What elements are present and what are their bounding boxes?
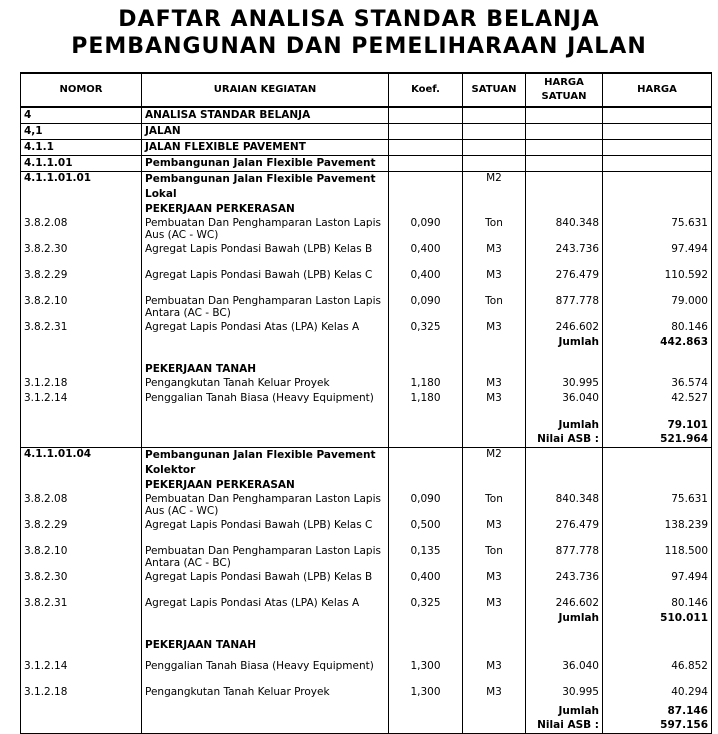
table-row: [21, 124, 712, 140]
item-harga-satuan: 877.778: [526, 545, 603, 571]
item-harga-satuan: 243.736: [526, 243, 603, 269]
block-title: Pembangunan Jalan Flexible Pavement: [142, 172, 389, 188]
block-title: Pembangunan Jalan Flexible Pavement: [142, 448, 389, 464]
item-harga-satuan: 246.602: [526, 597, 603, 612]
item-uraian: Pengangkutan Tanah Keluar Proyek: [142, 679, 389, 705]
item-harga: 110.592: [603, 269, 712, 295]
item-kode: 3.8.2.29: [21, 269, 142, 295]
col-header-harga: HARGA: [603, 73, 712, 107]
item-harga-satuan: 276.479: [526, 269, 603, 295]
item-harga-satuan: 840.348: [526, 217, 603, 243]
item-harga: 79.000: [603, 295, 712, 321]
item-harga: 80.146: [603, 597, 712, 612]
table-row: [21, 679, 712, 705]
subtotal-label: Jumlah: [526, 336, 603, 350]
item-kode: 3.8.2.10: [21, 295, 142, 321]
item-uraian: Penggalian Tanah Biasa (Heavy Equipment): [142, 392, 389, 407]
block-title-cont: Lokal: [142, 187, 389, 202]
table-row: [21, 653, 712, 679]
block-nomor: 4.1.1.01.04: [21, 448, 142, 464]
item-satuan: Ton: [463, 493, 526, 519]
item-koef: 0,500: [389, 519, 463, 545]
subtotal-row: [21, 612, 712, 626]
col-header-harga-satuan-line1: HARGA: [544, 77, 584, 88]
item-kode: 3.8.2.29: [21, 519, 142, 545]
item-koef: 0,400: [389, 571, 463, 597]
asb-table: [20, 72, 712, 734]
subtotal-row: [21, 705, 712, 719]
item-satuan: M3: [463, 269, 526, 295]
asb-table-sheet: [20, 72, 711, 731]
subtotal-value: 87.146: [603, 705, 712, 719]
item-uraian: Penggalian Tanah Biasa (Heavy Equipment): [142, 653, 389, 679]
table-row: [21, 321, 712, 336]
block-satuan: M2: [463, 172, 526, 188]
nilai-asb-row: [21, 719, 712, 734]
item-harga-satuan: 877.778: [526, 295, 603, 321]
nilai-asb-value: 521.964: [603, 433, 712, 448]
item-koef: 0,400: [389, 243, 463, 269]
row-nomor: 4.1.1: [21, 140, 142, 156]
section-row: [21, 362, 712, 377]
section-row: [21, 638, 712, 653]
item-harga-satuan: 246.602: [526, 321, 603, 336]
document-title-line2: PEMBANGUNAN DAN PEMELIHARAAN JALAN: [71, 34, 647, 59]
col-header-satuan: SATUAN: [463, 73, 526, 107]
item-harga-satuan: 30.995: [526, 679, 603, 705]
row-uraian: JALAN: [142, 124, 389, 140]
table-row: [21, 156, 712, 172]
nilai-asb-label: Nilai ASB :: [526, 719, 603, 734]
item-satuan: M3: [463, 679, 526, 705]
table-row: [21, 217, 712, 243]
item-satuan: M3: [463, 243, 526, 269]
item-harga: 97.494: [603, 571, 712, 597]
item-koef: 0,090: [389, 217, 463, 243]
item-harga: 36.574: [603, 377, 712, 392]
subtotal-value: 79.101: [603, 419, 712, 433]
subtotal-row: [21, 336, 712, 350]
table-row: [21, 571, 712, 597]
item-uraian: Pembuatan Dan Penghamparan Laston Lapis Aus (AC - WC): [142, 493, 389, 519]
table-header-row: [21, 73, 712, 107]
subtotal-value: 442.863: [603, 336, 712, 350]
block-title-cont: Kolektor: [142, 463, 389, 478]
item-harga: 80.146: [603, 321, 712, 336]
item-kode: 3.1.2.18: [21, 679, 142, 705]
block-title-row: [21, 448, 712, 464]
item-satuan: M3: [463, 571, 526, 597]
table-row: [21, 107, 712, 124]
item-koef: 0,325: [389, 321, 463, 336]
block-title-row: [21, 172, 712, 188]
table-row: [21, 269, 712, 295]
item-satuan: M3: [463, 519, 526, 545]
item-harga-satuan: 276.479: [526, 519, 603, 545]
item-harga: 75.631: [603, 217, 712, 243]
subtotal-label: Jumlah: [526, 419, 603, 433]
row-nomor: 4: [21, 107, 142, 124]
section-row: [21, 478, 712, 493]
item-uraian: Pembuatan Dan Penghamparan Laston Lapis Antara (AC - BC): [142, 545, 389, 571]
subtotal-value: 510.011: [603, 612, 712, 626]
row-nomor: 4.1.1.01: [21, 156, 142, 172]
item-koef: 0,090: [389, 493, 463, 519]
subtotal-row: [21, 419, 712, 433]
section-title: PEKERJAAN TANAH: [142, 362, 389, 377]
section-title: PEKERJAAN TANAH: [142, 638, 389, 653]
item-satuan: Ton: [463, 545, 526, 571]
item-kode: 3.8.2.30: [21, 243, 142, 269]
item-koef: 0,400: [389, 269, 463, 295]
item-uraian: Agregat Lapis Pondasi Bawah (LPB) Kelas B: [142, 243, 389, 269]
item-kode: 3.1.2.18: [21, 377, 142, 392]
item-harga-satuan: 30.995: [526, 377, 603, 392]
subtotal-label: Jumlah: [526, 612, 603, 626]
item-uraian: Agregat Lapis Pondasi Atas (LPA) Kelas A: [142, 321, 389, 336]
table-row: [21, 377, 712, 392]
item-koef: 1,300: [389, 653, 463, 679]
table-row: [21, 597, 712, 612]
col-header-koef: Koef.: [389, 73, 463, 107]
col-header-uraian: URAIAN KEGIATAN: [142, 73, 389, 107]
item-kode: 3.8.2.10: [21, 545, 142, 571]
document-title-line1: DAFTAR ANALISA STANDAR BELANJA: [118, 7, 600, 32]
table-row: [21, 545, 712, 571]
item-kode: 3.1.2.14: [21, 392, 142, 407]
item-koef: 0,325: [389, 597, 463, 612]
block-title-row: [21, 187, 712, 202]
item-uraian: Agregat Lapis Pondasi Bawah (LPB) Kelas B: [142, 571, 389, 597]
item-koef: 1,180: [389, 392, 463, 407]
block-title-row: [21, 463, 712, 478]
table-row: [21, 295, 712, 321]
item-kode: 3.8.2.30: [21, 571, 142, 597]
block-satuan: M2: [463, 448, 526, 464]
item-satuan: Ton: [463, 217, 526, 243]
row-uraian: Pembangunan Jalan Flexible Pavement: [142, 156, 389, 172]
item-kode: 3.8.2.31: [21, 321, 142, 336]
table-row: [21, 519, 712, 545]
item-uraian: Pembuatan Dan Penghamparan Laston Lapis Aus (AC - WC): [142, 217, 389, 243]
item-kode: 3.1.2.14: [21, 653, 142, 679]
table-row: [21, 243, 712, 269]
section-title: PEKERJAAN PERKERASAN: [142, 202, 389, 217]
item-uraian: Agregat Lapis Pondasi Bawah (LPB) Kelas C: [142, 519, 389, 545]
nilai-asb-label: Nilai ASB :: [526, 433, 603, 448]
item-harga-satuan: 36.040: [526, 392, 603, 407]
item-harga: 42.527: [603, 392, 712, 407]
item-satuan: M3: [463, 653, 526, 679]
item-uraian: Agregat Lapis Pondasi Atas (LPA) Kelas A: [142, 597, 389, 612]
item-kode: 3.8.2.08: [21, 217, 142, 243]
table-row: [21, 493, 712, 519]
subtotal-label: Jumlah: [526, 705, 603, 719]
item-harga: 46.852: [603, 653, 712, 679]
item-harga: 138.239: [603, 519, 712, 545]
block-nomor: 4.1.1.01.01: [21, 172, 142, 188]
col-header-harga-satuan-line2: SATUAN: [541, 91, 587, 102]
item-koef: 0,135: [389, 545, 463, 571]
item-satuan: M3: [463, 597, 526, 612]
item-koef: 1,180: [389, 377, 463, 392]
item-satuan: M3: [463, 321, 526, 336]
item-satuan: M3: [463, 377, 526, 392]
item-kode: 3.8.2.31: [21, 597, 142, 612]
nilai-asb-row: [21, 433, 712, 448]
section-title: PEKERJAAN PERKERASAN: [142, 478, 389, 493]
row-nomor: 4,1: [21, 124, 142, 140]
item-harga: 118.500: [603, 545, 712, 571]
item-harga-satuan: 243.736: [526, 571, 603, 597]
nilai-asb-value: 597.156: [603, 719, 712, 734]
item-harga: 40.294: [603, 679, 712, 705]
item-harga-satuan: 36.040: [526, 653, 603, 679]
item-koef: 0,090: [389, 295, 463, 321]
col-header-harga-satuan: [526, 73, 603, 107]
item-uraian: Pembuatan Dan Penghamparan Laston Lapis Antara (AC - BC): [142, 295, 389, 321]
item-harga: 97.494: [603, 243, 712, 269]
item-satuan: Ton: [463, 295, 526, 321]
col-header-nomor: NOMOR: [21, 73, 142, 107]
row-uraian: JALAN FLEXIBLE PAVEMENT: [142, 140, 389, 156]
table-row: [21, 140, 712, 156]
row-uraian: ANALISA STANDAR BELANJA: [142, 107, 389, 124]
item-uraian: Pengangkutan Tanah Keluar Proyek: [142, 377, 389, 392]
item-koef: 1,300: [389, 679, 463, 705]
item-uraian: Agregat Lapis Pondasi Bawah (LPB) Kelas C: [142, 269, 389, 295]
item-kode: 3.8.2.08: [21, 493, 142, 519]
section-row: [21, 202, 712, 217]
item-satuan: M3: [463, 392, 526, 407]
table-row: [21, 392, 712, 407]
item-harga: 75.631: [603, 493, 712, 519]
item-harga-satuan: 840.348: [526, 493, 603, 519]
